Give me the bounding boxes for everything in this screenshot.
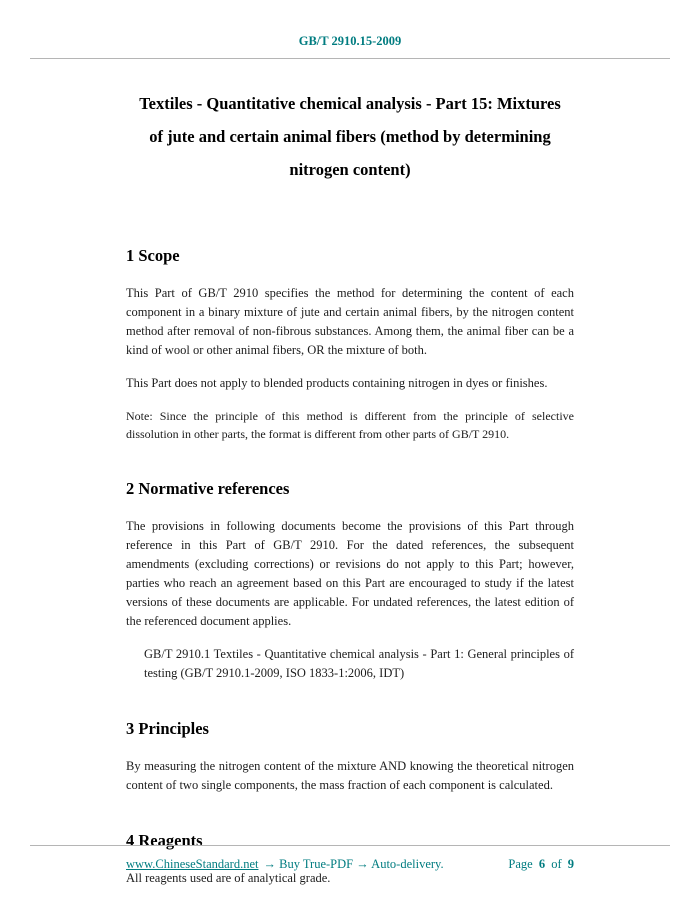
page-footer [0, 845, 700, 872]
document-title-line-2: of jute and certain animal fibers (method by determining [149, 127, 551, 146]
scope-paragraph-2: This Part does not apply to blended products containing nitrogen in dyes or finishes. [126, 376, 548, 390]
header-divider [30, 58, 670, 59]
page-of-label: of [551, 857, 562, 871]
page-current: 6 [538, 857, 546, 871]
footer-tagline: → Buy True-PDF → Auto-delivery. [263, 857, 444, 871]
document-title-line-1: Textiles - Quantitative chemical analysis - Part 15: Mixtures [139, 94, 561, 113]
website-link[interactable]: www.ChineseStandard.net [126, 857, 259, 871]
section-heading-normative-references: 2 Normative references [126, 479, 290, 498]
section-heading-scope: 1 Scope [126, 246, 180, 265]
document-title-line-3: nitrogen content) [289, 160, 411, 179]
reagents-paragraph: All reagents used are of analytical grade. [126, 871, 331, 885]
document-body [126, 87, 574, 888]
standard-number: GB/T 2910.15-2009 [298, 34, 402, 48]
scope-note: Note: Since the principle of this method is different from the principle of selective dissolution in other parts, the format is different from other parts of GB/T 2910. [126, 409, 574, 441]
section-heading-principles: 3 Principles [126, 719, 209, 738]
section-heading-reagents: 4 Reagents [126, 831, 203, 850]
page-total: 9 [567, 857, 574, 871]
document-title [126, 87, 574, 186]
scope-paragraph-1: This Part of GB/T 2910 specifies the method for determining the content of each component in a binary mixture of jute and certain animal fibers, by the nitrogen content method after removal of non-fibrous substances. Among them, the animal fiber can be a kind of wool or other animal fibers, OR the mixture of both. [126, 286, 574, 357]
principles-paragraph: By measuring the nitrogen content of the mixture AND knowing the theoretical nitrogen content of two single components, the mass fraction of each component is calculated. [126, 759, 574, 792]
page-label: Page [508, 857, 533, 871]
normative-references-paragraph: The provisions in following documents become the provisions of this Part through reference in this Part of GB/T 2910. For the dated references, the subsequent amendments (excluding corrections) or revisions do not apply to this Part; however, parties who reach an agreement based on this Part are encouraged to study if the latest versions of these documents are applicable. For undated references, the latest edition of the referenced document applies. [126, 519, 574, 628]
normative-reference-entry: GB/T 2910.1 Textiles - Quantitative chemical analysis - Part 1: General principles of testing (GB/T 2910.1-2009, ISO 1833-1:2006, IDT) [144, 647, 574, 680]
footer-divider [30, 845, 670, 846]
footer-branding [126, 857, 444, 872]
footer-row [126, 857, 574, 872]
page-indicator [508, 857, 574, 872]
